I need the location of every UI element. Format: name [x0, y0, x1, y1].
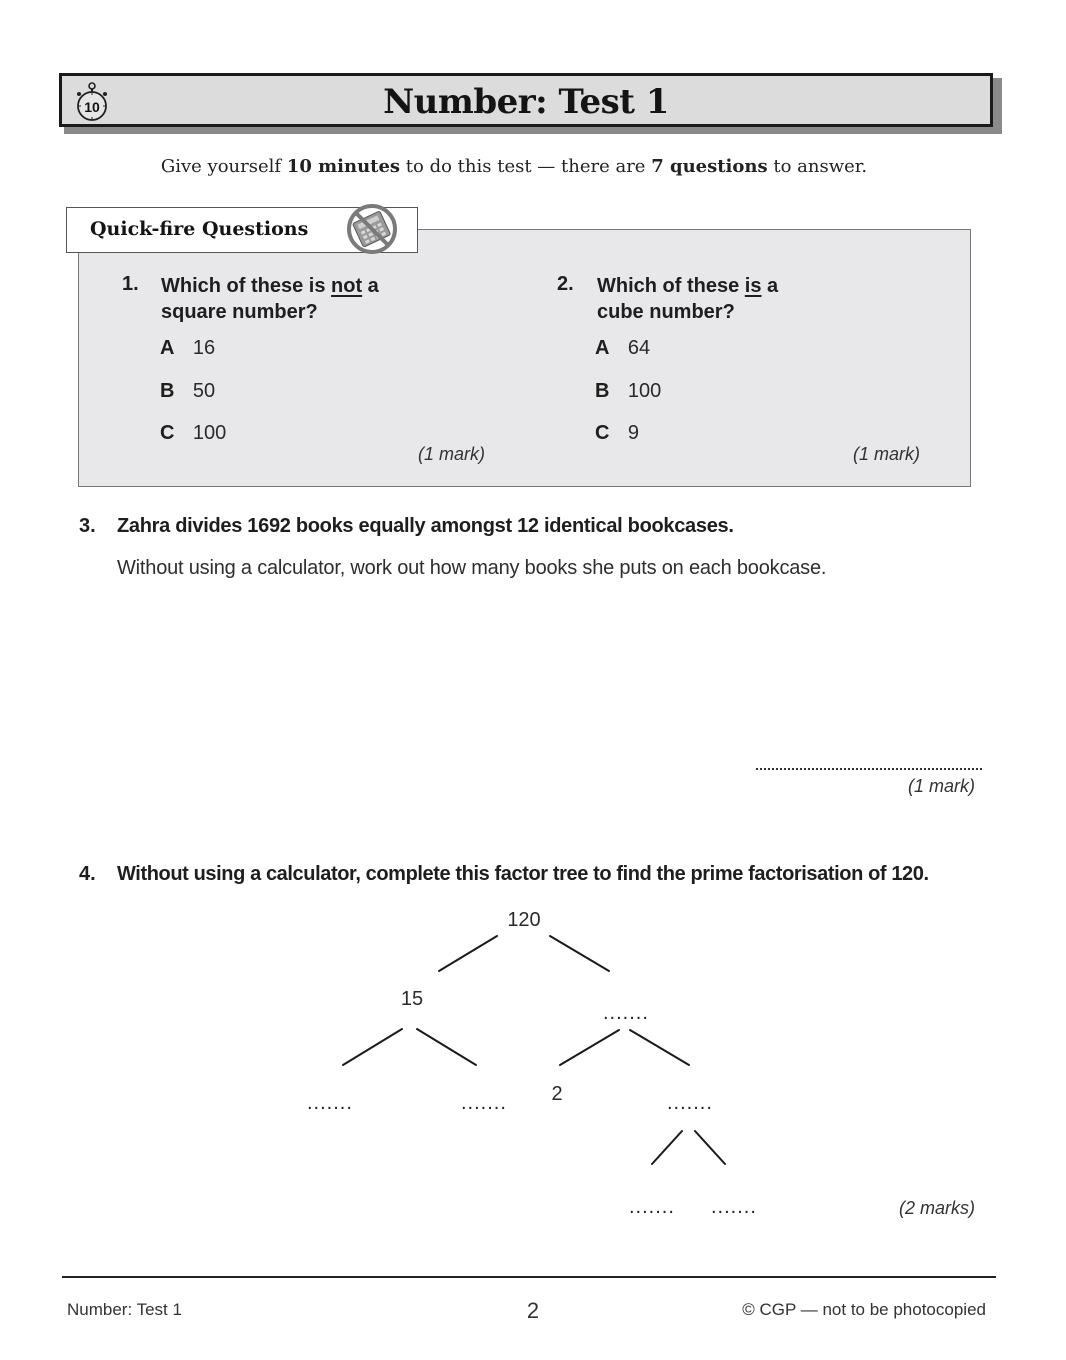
option-a[interactable]: A 16: [160, 337, 216, 359]
page-title: Number: Test 1: [383, 82, 669, 122]
option-a[interactable]: A 64: [595, 337, 651, 359]
marks-label: (1 mark): [418, 444, 485, 464]
option-b[interactable]: B 50: [160, 380, 216, 402]
tree-node-15: 15: [400, 988, 424, 1010]
tree-blank-right[interactable]: .......: [603, 1002, 649, 1024]
question-4-marks: (2 marks): [899, 1198, 975, 1218]
question-text: Which of these is not a square number?: [161, 275, 379, 323]
question-4-number: 4.: [79, 863, 96, 885]
question-3-instruction: Without using a calculator, work out how many books she puts on each bookcase.: [117, 557, 827, 579]
instructions: Give yourself 10 minutes to do this test — there are 7 questions to answer.: [160, 156, 868, 177]
page-number: 2: [526, 1298, 540, 1323]
tree-node-2: 2: [551, 1083, 563, 1105]
question-number: 2.: [557, 273, 574, 295]
option-c[interactable]: C 9: [595, 422, 640, 444]
tree-blank-left-left[interactable]: .......: [307, 1092, 353, 1114]
tree-blank-left-right[interactable]: .......: [461, 1092, 507, 1114]
svg-text:10: 10: [84, 99, 100, 115]
question-3-number: 3.: [79, 515, 96, 537]
copyright-notice: © CGP — not to be photocopied: [742, 1300, 986, 1319]
option-c[interactable]: C 100: [160, 422, 227, 444]
question-4-text: Without using a calculator, complete this factor tree to find the prime factorisation of 120.: [117, 863, 929, 885]
tree-blank-right-right[interactable]: .......: [667, 1092, 713, 1114]
option-b[interactable]: B 100: [595, 380, 662, 402]
question-number: 1.: [122, 273, 139, 295]
question-3-marks: (1 mark): [908, 776, 975, 796]
footer-divider: [62, 1276, 996, 1278]
question-text: Which of these is a cube number?: [597, 275, 779, 323]
tree-node-root: 120: [507, 909, 541, 931]
quick-fire-title: Quick-fire Questions: [90, 218, 309, 240]
question-3-text: Zahra divides 1692 books equally amongst 12 identical bookcases.: [117, 515, 734, 537]
tree-blank-rr-right[interactable]: .......: [711, 1196, 757, 1218]
footer-section-title: Number: Test 1: [67, 1300, 182, 1319]
marks-label: (1 mark): [853, 444, 920, 464]
tree-blank-rr-left[interactable]: .......: [629, 1196, 675, 1218]
